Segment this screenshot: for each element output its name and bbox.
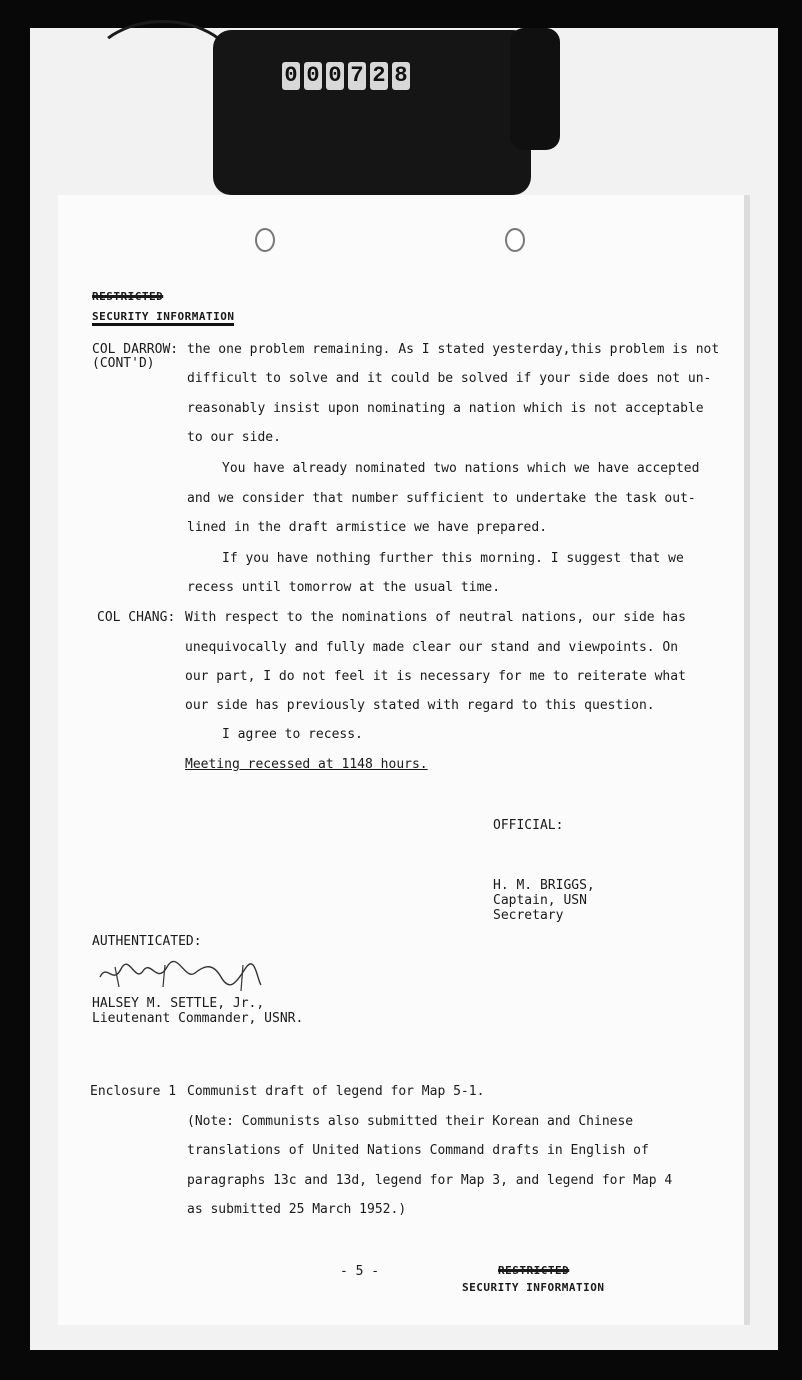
header-security: SECURITY INFORMATION (92, 310, 234, 326)
punch-hole (255, 228, 275, 252)
speaker-label: COL CHANG: (97, 610, 176, 625)
body-line: If you have nothing further this morning. I suggest that we (222, 551, 684, 566)
authenticated-name: HALSEY M. SETTLE, Jr., (92, 996, 265, 1011)
body-line: With respect to the nominations of neutral nations, our side has (185, 610, 686, 625)
body-line: reasonably insist upon nominating a nation which is not acceptable (187, 401, 704, 416)
body-line: I agree to recess. (222, 727, 363, 742)
body-line: unequivocally and fully made clear our stand and viewpoints. On (185, 640, 679, 655)
enclosure-note-line: (Note: Communists also submitted their Korean and Chinese (187, 1114, 634, 1129)
punch-hole (505, 228, 525, 252)
meeting-recessed-line: Meeting recessed at 1148 hours. (185, 757, 428, 772)
body-line: You have already nominated two nations which we have accepted (222, 461, 700, 476)
speaker-label: COL DARROW: (92, 342, 179, 357)
counter-digit: 0 (326, 62, 344, 90)
body-line: recess until tomorrow at the usual time. (187, 580, 501, 595)
counter-digit: 8 (392, 62, 410, 90)
counter-knob (510, 28, 560, 150)
official-label: OFFICIAL: (493, 818, 564, 833)
page-counter-device (213, 30, 531, 195)
counter-digit: 2 (370, 62, 388, 90)
body-line: lined in the draft armistice we have prepared. (187, 520, 548, 535)
official-name: H. M. BRIGGS, (493, 878, 595, 893)
page-number: - 5 - (340, 1264, 380, 1279)
body-line: and we consider that number sufficient to undertake the task out- (187, 491, 696, 506)
enclosure-note-line: translations of United Nations Command drafts in English of (187, 1143, 649, 1158)
counter-digit: 7 (348, 62, 366, 90)
counter-digit: 0 (304, 62, 322, 90)
footer-security: SECURITY INFORMATION (462, 1281, 605, 1294)
body-line: the one problem remaining. As I stated yesterday,this problem is not (187, 342, 720, 357)
enclosure-note-line: paragraphs 13c and 13d, legend for Map 3, and legend for Map 4 (187, 1173, 673, 1188)
handwritten-signature (95, 955, 265, 995)
speaker-cont-label: (CONT'D) (92, 356, 155, 371)
official-rank: Captain, USN (493, 893, 587, 908)
body-line: to our side. (187, 430, 281, 445)
counter-digit: 0 (282, 62, 300, 90)
counter-digits (282, 62, 410, 92)
header-classification: RESTRICTED (92, 290, 164, 303)
enclosure-line: Communist draft of legend for Map 5-1. (187, 1084, 485, 1099)
body-line: our side has previously stated with regard to this question. (185, 698, 655, 713)
enclosure-label: Enclosure 1 (90, 1084, 177, 1099)
body-line: our part, I do not feel it is necessary for me to reiterate what (185, 669, 686, 684)
official-title: Secretary (493, 908, 564, 923)
authenticated-label: AUTHENTICATED: (92, 934, 202, 949)
authenticated-rank: Lieutenant Commander, USNR. (92, 1011, 304, 1026)
footer-classification: RESTRICTED (498, 1264, 570, 1277)
enclosure-note-line: as submitted 25 March 1952.) (187, 1202, 407, 1217)
body-line: difficult to solve and it could be solved if your side does not un- (187, 371, 712, 386)
